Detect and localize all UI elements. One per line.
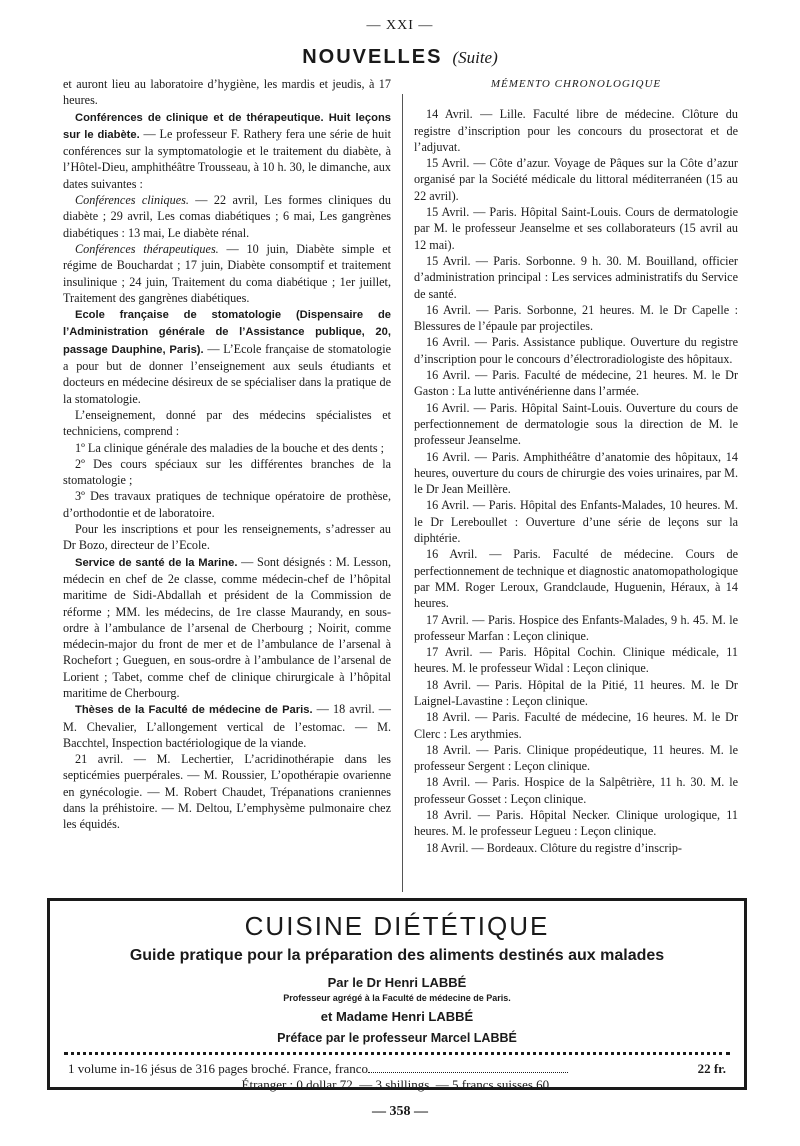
memento-entry: 16 Avril. — Paris. Assistance publique. Ouverture du registre d’inscription pour le concours d’électroradiologiste des hôpitaux. <box>414 335 738 366</box>
ad-dotted-rule <box>64 1052 730 1055</box>
paragraph <box>63 109 391 192</box>
ad-preface: Préface par le professeur Marcel LABBÉ <box>277 1031 517 1045</box>
ad-volume-line <box>68 1061 726 1077</box>
paragraph: 2º Des cours spéciaux sur les différentes branches de la stomatologie ; <box>63 456 391 488</box>
paragraph-heading: Service de santé de la Marine. <box>75 556 238 569</box>
memento-entry: 16 Avril. — Paris. Hôpital des Enfants-Malades, 10 heures. M. le Dr Lereboullet : Ouverture d’une série de leçons sur la diphtérie. <box>414 498 738 546</box>
ad-author: Par le Dr Henri LABBÉ <box>327 975 467 990</box>
memento-entry: 18 Avril. — Paris. Faculté de médecine, 16 heures. M. le Dr Clerc : Les arythmies. <box>414 710 738 741</box>
paragraph <box>63 241 391 306</box>
memento-entry: 15 Avril. — Paris. Hôpital Saint-Louis. Cours de dermatologie par M. le professeur Jeanselme et ses collaborateurs (15 avril au 12 mai). <box>414 205 738 252</box>
section-title-main: NOUVELLES <box>302 46 443 68</box>
ad-coauthor: et Madame Henri LABBÉ <box>320 1009 474 1024</box>
book-advertisement <box>47 898 747 1090</box>
paragraph-heading: Ecole française de stomatologie (Dispensaire de l’Administration générale de l’Assistance publique, 20, passage Dauphine, Paris). <box>63 309 391 356</box>
paragraph <box>63 701 391 751</box>
memento-entry: 15 Avril. — Côte d’azur. Voyage de Pâques sur la Côte d’azur organisé par la Société médicale du littoral méditerranéen (15 au 22 avril). <box>414 156 738 203</box>
ad-title: CUISINE DIÉTÉTIQUE <box>244 911 550 941</box>
right-column <box>414 76 738 856</box>
paragraph: Pour les inscriptions et pour les renseignements, s’adresser au Dr Bozo, directeur de l’Ecole. <box>63 522 391 553</box>
paragraph-body: — L’Ecole française de stomatologie a pour but de donner l’enseignement aux seuls étudiants et docteurs en médecine désireux de se spécialiser dans la pratique de la stomatologie. <box>63 341 391 406</box>
paragraph: et auront lieu au laboratoire d’hygiène, les mardis et jeudis, à 17 heures. <box>63 77 391 108</box>
paragraph <box>63 192 391 241</box>
paragraph: 3º Des travaux pratiques de technique opératoire de prothèse, d’orthodontie et de laboratoire. <box>63 489 391 520</box>
memento-entry: 16 Avril. — Paris. Faculté de médecine. Cours de perfectionnement de technique et diagnostic anatomopathologique par MM. Roger Leroux, Grandclaude, Huguenin, Héraux, à 14 heures. <box>414 547 738 611</box>
memento-entry: 16 Avril. — Paris. Faculté de médecine, 21 heures. M. le Dr Gaston : La lutte antivénérienne dans l’armée. <box>414 368 738 399</box>
left-column <box>63 76 391 833</box>
ad-volume-text: 1 volume in-16 jésus de 316 pages broché. France, franco <box>68 1061 368 1076</box>
section-title-suite: (Suite) <box>452 48 498 67</box>
paragraph-heading: Conférences thérapeutiques. <box>75 241 219 256</box>
section-title <box>0 46 800 69</box>
paragraph-body: — 22 avril, Les formes cliniques du diabète ; 29 avril, Les comas diabétiques ; 6 mai, Les gangrènes diabétiques : 13 mai, Le diabète rénal. <box>63 193 391 240</box>
memento-entry: 18 Avril. — Bordeaux. Clôture du registre d’inscrip- <box>426 840 682 855</box>
memento-entry: 18 Avril. — Paris. Clinique propédeutique, 11 heures. M. le professeur Sergent : Leçon clinique. <box>414 742 738 774</box>
paragraph: 21 avril. — M. Lechertier, L’acridinothérapie dans les septicémies puerpérales. — M. Roussier, L’opothérapie ovarienne en gynécologie. — M. Robert Chaudet, Trépanations craniennes dans la préhistoire. — M. Deltou, L’emphysème pulmonaire chez les équidés. <box>63 752 391 832</box>
leader-dots <box>368 1072 568 1073</box>
memento-entry: 17 Avril. — Paris. Hospice des Enfants-Malades, 9 h. 45. M. le professeur Marfan : Leçon clinique. <box>414 612 738 643</box>
memento-entry: 18 Avril. — Paris. Hospice de la Salpêtrière, 11 h. 30. M. le professeur Gosset : Leçon clinique. <box>414 775 738 806</box>
paragraph-heading: Conférences cliniques. <box>75 193 189 208</box>
paragraph-heading: Thèses de la Faculté de médecine de Paris. <box>75 704 313 717</box>
memento-heading: MÉMENTO CHRONOLOGIQUE <box>490 78 662 90</box>
ad-subtitle: Guide pratique pour la préparation des aliments destinés aux malades <box>129 947 665 964</box>
memento-entry: 14 Avril. — Lille. Faculté libre de médecine. Clôture du registre d’inscription pour les concours du prosectorat et de l’adjuvat. <box>414 107 738 154</box>
paragraph-body: — Sont désignés : M. Lesson, médecin en chef de 2e classe, comme médecin-chef de l’hôpital maritime de Sidi-Abdallah et président de la Commission de réforme ; MM. les médecins, de 1re classe Maurandy, en sous-ordre à l’ambulance de l’arsenal de Cherbourg ; Noirit, comme médecin-major du front de mer et de l’ambulance de l’arsenal à Rochefort ; Gueguen, en sous-ordre à l’ambulance de l’arsenal de Lorient ; Tabet, comme chef de clinique chirurgicale à l’hôpital maritime de Cherbourg. <box>63 554 392 700</box>
paragraph-body: — 18 avril. — M. Chevalier, L’allongement vertical de l’estomac. — M. Bacchtel, Inspection bactériologique de la viande. <box>63 702 391 750</box>
paragraph: L’enseignement, donné par des médecins spécialistes et techniciens, comprend : <box>63 407 391 439</box>
memento-list <box>414 106 738 856</box>
column-divider <box>402 94 403 892</box>
paragraph <box>63 306 391 407</box>
memento-entry: 16 Avril. — Paris. Sorbonne, 21 heures. M. le Dr Capelle : Blessures de l’épaule par projectiles. <box>414 302 738 334</box>
ad-foreign-price: Étranger : 0 dollar 72. — 3 shillings. — 5 francs suisses 60. <box>241 1077 553 1092</box>
roman-page-number: — XXI — <box>366 18 434 33</box>
paragraph: 1º La clinique générale des maladies de la bouche et des dents ; <box>75 440 385 455</box>
paragraph-heading: Conférences de clinique et de thérapeutique. Huit leçons sur le diabète. <box>63 111 391 141</box>
memento-entry: 16 Avril. — Paris. Amphithéâtre d’anatomie des hôpitaux, 14 heures, ouverture du cours de chirurgie des voies urinaires, par M. le Dr Jean Meillère. <box>414 449 738 497</box>
memento-entry: 18 Avril. — Paris. Hôpital Necker. Clinique urologique, 11 heures. M. le professeur Legueu : Leçon clinique. <box>414 808 738 839</box>
memento-entry: 15 Avril. — Paris. Sorbonne. 9 h. 30. M. Bouilland, officier d’administration principal : Les services administratifs du Service de santé. <box>414 253 738 301</box>
ad-price: 22 fr. <box>697 1061 726 1076</box>
paragraph <box>63 554 391 702</box>
page-number: — 358 — <box>372 1104 428 1119</box>
paragraph-body: — Le professeur F. Rathery fera une série de huit conférences sur la symptomatologie et le traitement du diabète, à l’Hôtel-Dieu, amphithéâtre Trousseau, à 10 h. 30, le dimanche, aux dates suivantes : <box>63 126 392 191</box>
paragraph-body: — 10 juin, Diabète simple et régime de Bouchardat ; 17 juin, Diabète consomptif et traitement insulinique ; 24 juin, Traitement du coma diabétique ; 1er juillet, Traitement des gangrènes diabétiques. <box>63 241 391 305</box>
memento-entry: 18 Avril. — Paris. Hôpital de la Pitié, 11 heures. M. le Dr Laignel-Lavastine : Leçon clinique. <box>414 677 738 708</box>
memento-entry: 17 Avril. — Paris. Hôpital Cochin. Clinique médicale, 11 heures. M. le professeur Widal : Leçon clinique. <box>414 645 738 676</box>
ad-author-title: Professeur agrégé à la Faculté de médecine de Paris. <box>283 993 511 1003</box>
memento-entry: 16 Avril. — Paris. Hôpital Saint-Louis. Ouverture du cours de perfectionnement de dermatologie sous la direction de M. le professeur Jeanselme. <box>414 400 738 448</box>
